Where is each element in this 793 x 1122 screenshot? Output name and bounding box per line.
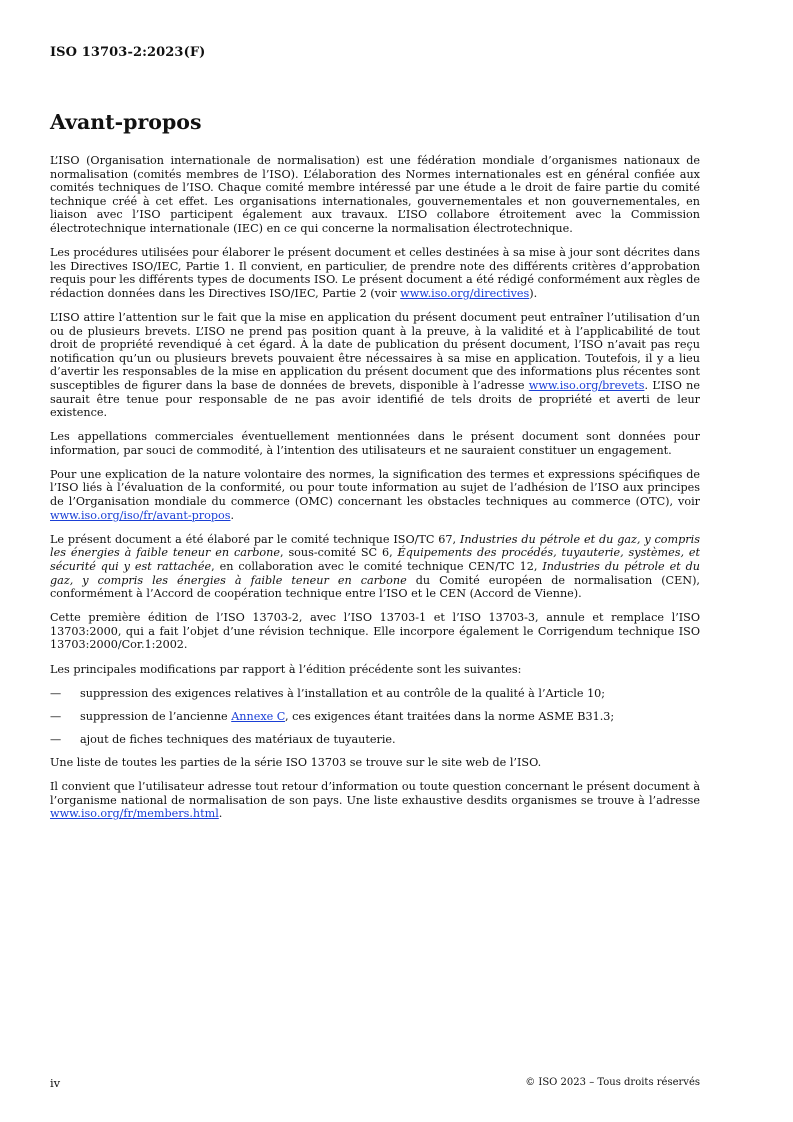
paragraph-text: Pour une explication de la nature volontaire des normes, la signification des termes et expressions spécifiques de l’ISO liés à l’évaluation de la conformité, ou pour toute information au sujet de l’adhésion de l’ISO aux principes de l’Organisation mondiale du commerce (OMC) concernant les obstacles techniques au commerce (OTC), voir	[50, 467, 700, 509]
dash-marker: —	[50, 686, 62, 700]
committee-text-3: , en collaboration avec le comité technique CEN/TC 12,	[211, 559, 543, 573]
paragraph-changes-intro: Les principales modifications par rapport à l’édition précédente sont les suivantes:	[50, 662, 522, 676]
list-item	[50, 687, 700, 701]
paragraph-text: L’ISO attire l’attention sur le fait que la mise en application du présent document peut entraîner l’utilisation d’un ou de plusieurs brevets. L’ISO ne prend pas position quant à la preuve, à la validité et à l’applicabilité de tout droit de propriété revendiqué à cet égard. À la date de publication du présent document, l’ISO n’avait pas reçu notification qu’un ou plusieurs brevets pouvaient être nécessaires à sa mise en application. Toutefois, il y a lieu d’avertir les responsables de la mise en application du présent document que des informations plus récentes sont susceptibles de figurer dans la base de données de brevets, disponible à l’adresse	[50, 310, 700, 392]
dash-marker: —	[50, 709, 62, 723]
paragraph-iso-intro: L’ISO (Organisation internationale de normalisation) est une fédération mondiale d’organismes nationaux de normalisation (comités membres de l’ISO). L’élaboration des Normes internationales est en général confiée aux comités techniques de l’ISO. Chaque comité membre intéressé par une étude a le droit de faire partie du comité technique créé à cet effet. Les organisations internationales, gouvernementales et non gouvernementales, en liaison avec l’ISO participent également aux travaux. L’ISO collabore étroitement avec la Commission électrotechnique internationale (IEC) en ce qui concerne la normalisation électrotechnique.	[50, 154, 700, 235]
paragraph-patents	[50, 311, 700, 420]
paragraph-text-end: . L’ISO ne saurait être tenue pour responsable de ne pas avoir identifié de tels droits de propriété et averti de leur existence.	[50, 378, 700, 420]
committee-text-4: du Comité européen de normalisation (CEN), conformément à l’Accord de coopération technique entre l’ISO et le CEN (Accord de Vienne).	[50, 573, 700, 601]
paragraph-edition: Cette première édition de l’ISO 13703-2, avec l’ISO 13703-1 et l’ISO 13703-3, annule et remplace l’ISO 13703:2000, qui a fait l’objet d’une révision technique. Elle incorpore également le Corrigendum technique ISO 13703:2000/Cor.1:2002.	[50, 611, 700, 652]
paragraph-text: Les procédures utilisées pour élaborer le présent document et celles destinées à sa mise à jour sont décrites dans les Directives ISO/IEC, Partie 1. Il convient, en particulier, de prendre note des différents critères d’approbation requis pour les différents types de documents ISO. Le présent document a été rédigé conformément aux règles de rédaction données dans les Directives ISO/IEC, Partie 2 (voir	[50, 246, 700, 300]
paragraph-text-end: .	[230, 508, 235, 522]
list-item-text: suppression des exigences relatives à l’installation et au contrôle de la qualité à l’Article 10;	[80, 686, 606, 700]
committee-tc67-title: Industries du pétrole et du gaz, y compris les énergies à faible teneur en carbone	[50, 532, 700, 560]
list-item	[50, 733, 700, 747]
page-number: iv	[50, 1076, 61, 1090]
list-item-text: ajout de fiches techniques des matériaux de tuyauterie.	[80, 732, 396, 746]
list-item-text-end: , ces exigences étant traitées dans la norme ASME B31.3;	[284, 709, 615, 723]
page-title: Avant-propos	[50, 110, 202, 134]
patents-link[interactable]: www.iso.org/brevets	[528, 378, 645, 392]
list-item-text: suppression de l’ancienne	[80, 709, 232, 723]
foreword-info-link[interactable]: www.iso.org/iso/fr/avant-propos	[50, 508, 231, 522]
paragraph-series-list: Une liste de toutes les parties de la série ISO 13703 se trouve sur le site web de l’ISO.	[50, 755, 542, 769]
directives-link[interactable]: www.iso.org/directives	[400, 286, 530, 300]
list-item	[50, 710, 700, 724]
changes-list	[50, 687, 700, 747]
committee-text-2: , sous-comité SC 6,	[279, 546, 398, 560]
committee-cen-tc12-title: Industries du pétrole et du gaz, y compris les énergies à faible teneur en carbone	[50, 559, 700, 587]
paragraph-text: Il convient que l’utilisateur adresse tout retour d’information ou toute question concernant le présent document à l’organisme national de normalisation de son pays. Une liste exhaustive desdits organismes se trouve à l’adresse	[50, 779, 700, 807]
committee-text-1: Le présent document a été élaboré par le comité technique ISO/TC 67,	[50, 532, 460, 546]
copyright-notice: © ISO 2023 – Tous droits réservés	[525, 1077, 700, 1088]
paragraph-trade-names: Les appellations commerciales éventuellement mentionnées dans le présent document sont données pour information, par souci de commodité, à l’intention des utilisateurs et ne sauraient constituer un engagement.	[50, 430, 700, 457]
paragraph-text-end: ).	[529, 286, 538, 300]
document-id-header: ISO 13703-2:2023(F)	[50, 45, 206, 60]
paragraph-committee	[50, 533, 700, 601]
paragraph-feedback	[50, 780, 700, 821]
dash-marker: —	[50, 732, 62, 746]
paragraph-procedures	[50, 246, 700, 300]
foreword-body	[50, 154, 700, 831]
paragraph-text-end: .	[218, 807, 223, 821]
paragraph-voluntary-nature	[50, 468, 700, 522]
annex-c-link[interactable]: Annexe C	[231, 709, 285, 723]
members-link[interactable]: www.iso.org/fr/members.html	[50, 807, 219, 821]
committee-sc6-title: Équipements des procédés, tuyauterie, systèmes, et sécurité qui y est rattachée	[50, 546, 701, 573]
